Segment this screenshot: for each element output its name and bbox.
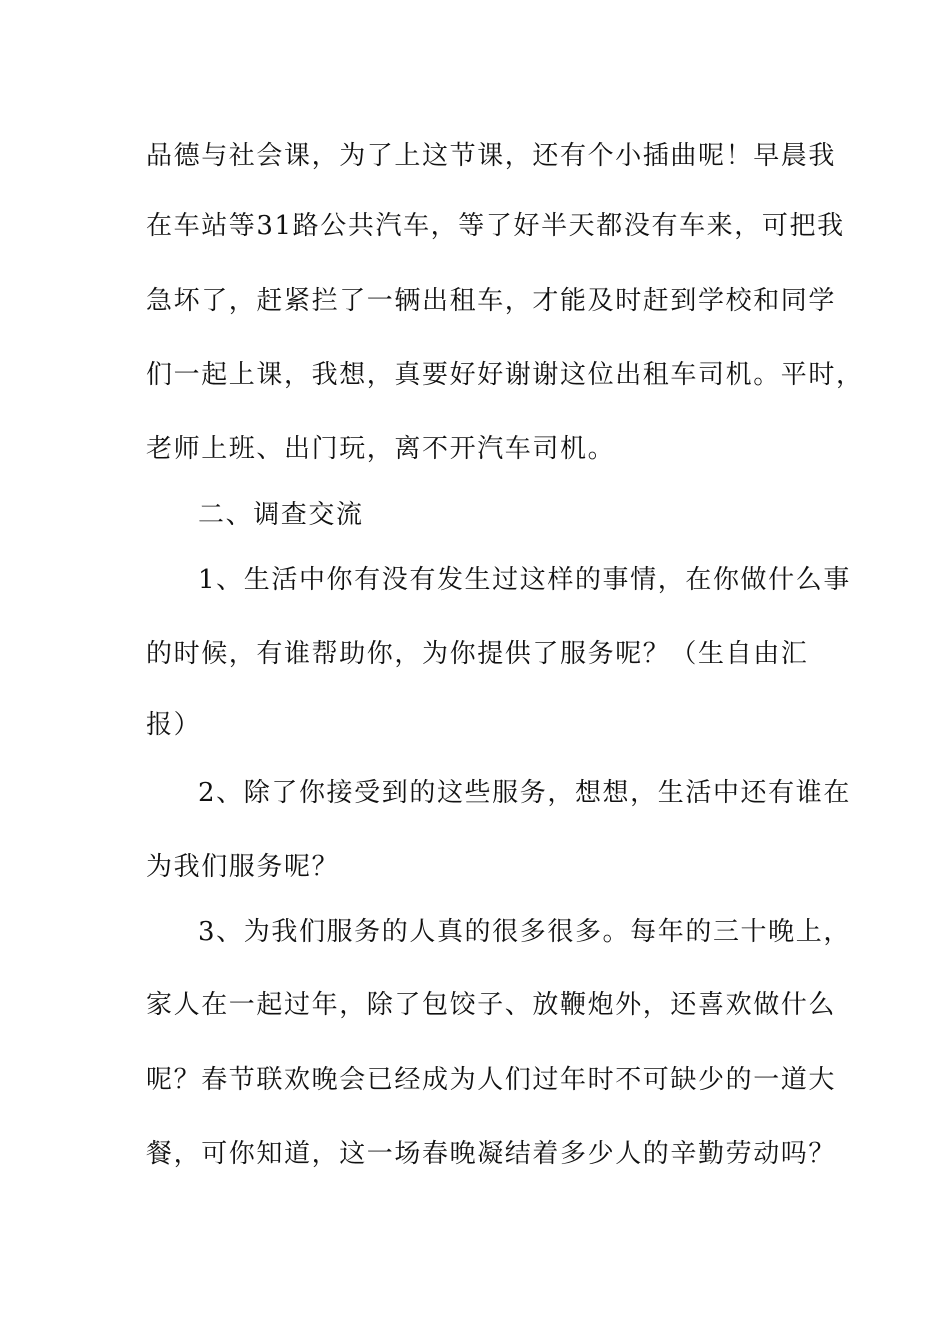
text-line: 急坏了，赶紧拦了一辆出租车，才能及时赶到学校和同学 <box>146 286 837 316</box>
text-line: 2、除了你接受到的这些服务，想想，生活中还有谁在 <box>198 778 851 808</box>
text-line: 的时候，有谁帮助你，为你提供了服务呢？（生自由汇 <box>146 639 809 669</box>
text-line: 品德与社会课，为了上这节课，还有个小插曲呢！早晨我 <box>146 141 837 171</box>
text-line: 报） <box>146 710 202 740</box>
text-line: 餐，可你知道，这一场春晚凝结着多少人的辛勤劳动吗？ <box>146 1139 837 1169</box>
text-line: 3、为我们服务的人真的很多很多。每年的三十晚上， <box>198 917 851 947</box>
text-line: 为我们服务呢？ <box>146 852 340 882</box>
text-line: 1、生活中你有没有发生过这样的事情，在你做什么事 <box>198 565 851 595</box>
text-line: 老师上班、出门玩，离不开汽车司机。 <box>146 434 616 464</box>
section-heading: 二、调查交流 <box>198 500 364 530</box>
text-line: 呢？春节联欢晚会已经成为人们过年时不可缺少的一道大 <box>146 1065 837 1095</box>
text-line: 们一起上课，我想，真要好好谢谢这位出租车司机。平时， <box>146 360 864 390</box>
text-line: 在车站等31路公共汽车，等了好半天都没有车来，可把我 <box>146 211 845 241</box>
text-line: 家人在一起过年，除了包饺子、放鞭炮外，还喜欢做什么 <box>146 990 837 1020</box>
